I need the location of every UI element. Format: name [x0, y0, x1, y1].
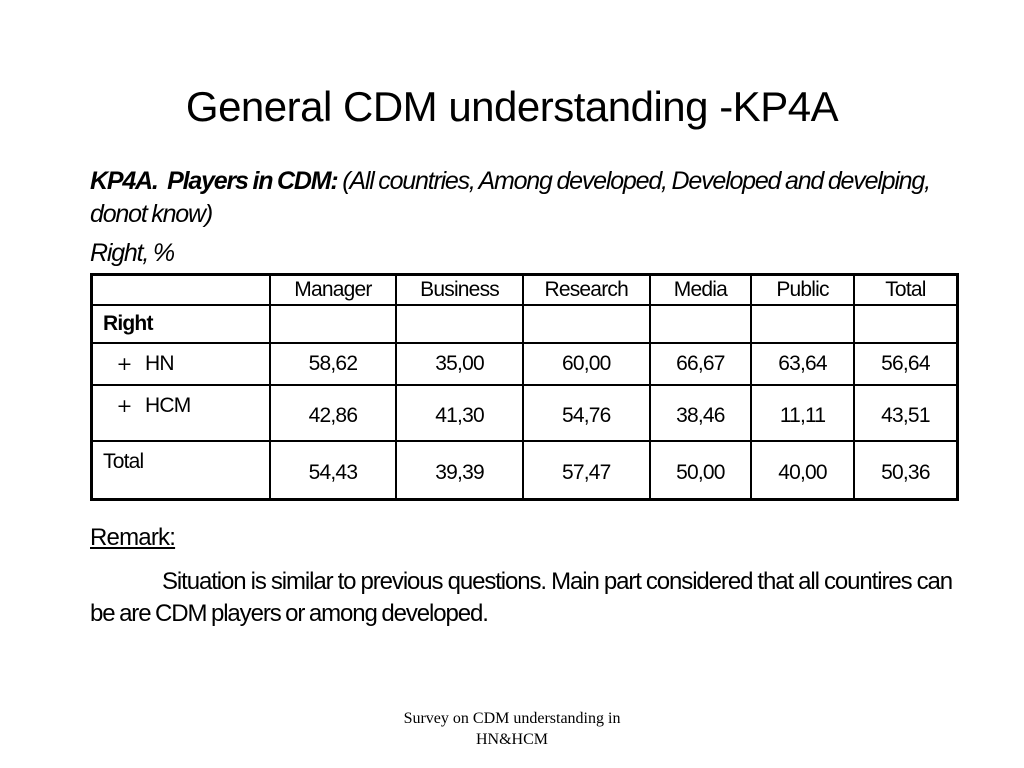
header-cell-empty	[92, 275, 270, 306]
header-cell-research: Research	[523, 275, 650, 306]
row-label-text: HCM	[145, 394, 191, 417]
question-description	[90, 165, 960, 270]
table-cell: 43,51	[854, 385, 958, 441]
header-cell-public: Public	[751, 275, 854, 306]
table-row	[92, 441, 958, 500]
slide-footer	[362, 708, 662, 750]
table-cell: 57,47	[523, 441, 650, 500]
table-cell	[854, 305, 958, 343]
table-cell: 66,67	[650, 343, 752, 385]
question-code: KP4A.	[90, 167, 158, 195]
table-cell	[270, 305, 397, 343]
table-cell	[751, 305, 854, 343]
table-cell	[650, 305, 752, 343]
table-cell: 11,11	[751, 385, 854, 441]
remark-title: Remark:	[90, 524, 176, 551]
footer-line-1: Survey on CDM understanding in	[403, 710, 621, 727]
remark-text: Situation is similar to previous questions. Main part considered that all countires can be are CDM players or among developed.	[90, 568, 952, 627]
row-label-text: HN	[145, 352, 174, 375]
table-header-row	[92, 275, 958, 306]
footer-line-2: HN&HCM	[475, 731, 548, 748]
question-label: Players in CDM:	[167, 167, 338, 195]
row-label-hn	[92, 343, 270, 385]
table-cell: 38,46	[650, 385, 752, 441]
header-cell-business: Business	[396, 275, 523, 306]
header-cell-manager: Manager	[270, 275, 397, 306]
table-cell: 42,86	[270, 385, 397, 441]
group-label: Right	[92, 305, 270, 343]
table-cell: 63,64	[751, 343, 854, 385]
table-cell: 58,62	[270, 343, 397, 385]
header-cell-media: Media	[650, 275, 752, 306]
table-cell: 56,64	[854, 343, 958, 385]
question-unit: Right, %	[90, 239, 174, 267]
question-options: (All countries, Among developed, Developed and develping, donot know)	[90, 167, 930, 228]
row-label-total: Total	[92, 441, 270, 500]
table-cell: 40,00	[751, 441, 854, 500]
table-cell: 39,39	[396, 441, 523, 500]
bullet-plus-icon: +	[116, 353, 132, 375]
table-row	[92, 385, 958, 441]
table-cell	[523, 305, 650, 343]
table-cell: 54,76	[523, 385, 650, 441]
results-table	[90, 273, 959, 501]
row-label-hcm	[92, 385, 270, 441]
table-cell: 35,00	[396, 343, 523, 385]
table-group-row	[92, 305, 958, 343]
table-cell	[396, 305, 523, 343]
table-cell: 50,36	[854, 441, 958, 500]
slide-title: General CDM understanding -KP4A	[185, 83, 839, 130]
table-row	[92, 343, 958, 385]
table-cell: 54,43	[270, 441, 397, 500]
header-cell-total: Total	[854, 275, 958, 306]
table-cell: 50,00	[650, 441, 752, 500]
table-cell: 41,30	[396, 385, 523, 441]
bullet-plus-icon: +	[116, 395, 132, 417]
table-cell: 60,00	[523, 343, 650, 385]
